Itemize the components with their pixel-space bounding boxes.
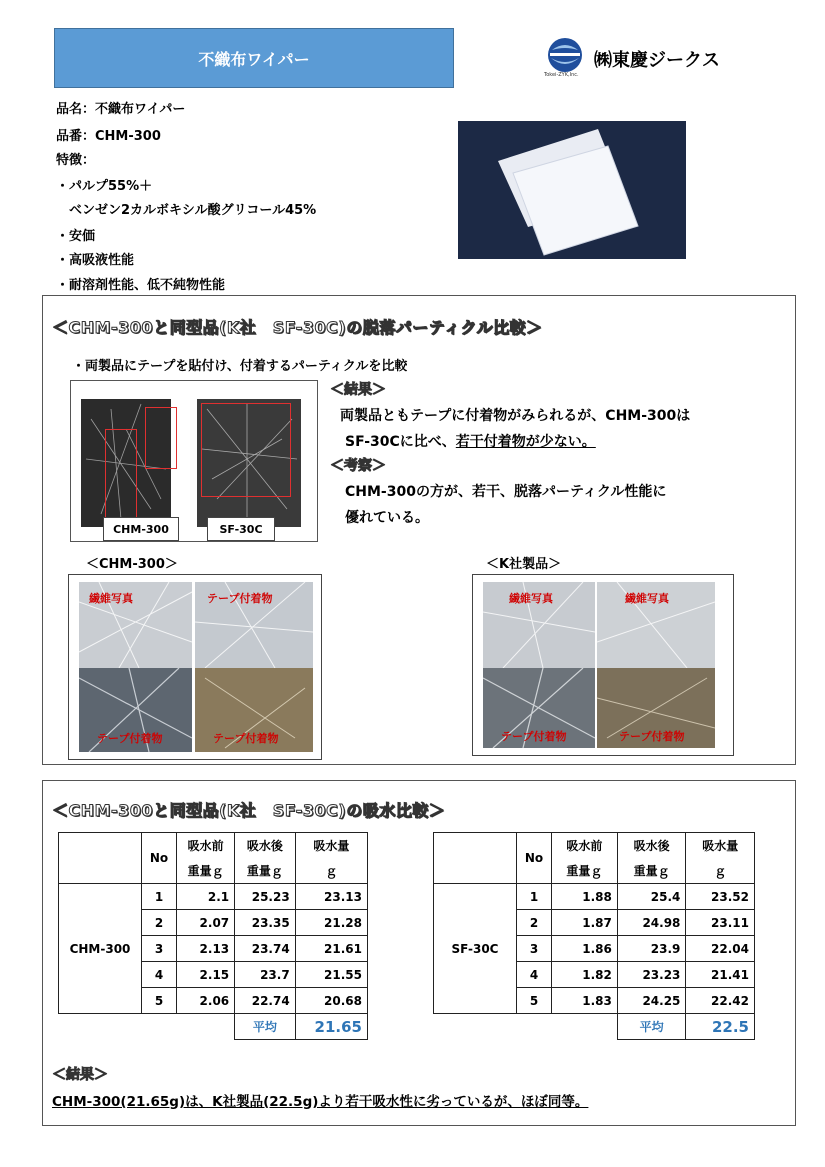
row-before: 2.07	[177, 910, 235, 936]
micrograph-label: 繊維写真	[89, 592, 133, 605]
absorb-result-heading: ＜結果＞	[52, 1067, 108, 1083]
row-before: 1.82	[552, 962, 618, 988]
row-before: 2.1	[177, 884, 235, 910]
header-amount-unit: ｇ	[295, 858, 367, 884]
row-after: 25.4	[617, 884, 686, 910]
micrograph	[597, 668, 715, 748]
header-after: 吸水後	[617, 833, 686, 859]
average-value: 22.5	[686, 1014, 755, 1040]
product-cell: CHM-300	[59, 884, 142, 1014]
micrograph-label: 繊維写真	[625, 592, 669, 605]
particle-section-title: ＜CHM-300と同型品(K社 SF-30C)の脱落パーティクル比較＞	[52, 318, 543, 337]
header-amount-unit: ｇ	[686, 858, 755, 884]
row-before: 1.86	[552, 936, 618, 962]
features-label: 特徴：	[56, 153, 96, 168]
feature-item: ・パルプ55%＋	[56, 179, 153, 194]
discussion-line-2: 優れている。	[345, 510, 429, 526]
row-amount: 23.13	[295, 884, 367, 910]
k-company-caption: ＜K社製品＞	[486, 557, 562, 572]
row-before: 2.15	[177, 962, 235, 988]
header-before: 吸水前	[177, 833, 235, 859]
header-after-unit: 重量ｇ	[617, 858, 686, 884]
row-amount: 21.41	[686, 962, 755, 988]
discussion-line-1: CHM-300の方が、若干、脱落パーティクル性能に	[345, 484, 667, 500]
micrograph-label: 繊維写真	[509, 592, 553, 605]
micrograph	[483, 668, 595, 748]
feature-item: ベンゼン2カルボキシル酸グリコール45%	[56, 203, 317, 218]
row-no: 2	[517, 910, 552, 936]
result-line-2: SF-30Cに比べ、若干付着物が少ない。	[345, 434, 596, 450]
micrograph-label: テープ付着物	[619, 730, 685, 743]
row-no: 1	[517, 884, 552, 910]
feature-item: ・耐溶剤性能、低不純物性能	[56, 278, 226, 293]
chm300-micrographs	[68, 574, 322, 760]
row-amount: 23.11	[686, 910, 755, 936]
average-label: 平均	[235, 1014, 296, 1040]
logo-small-text: Tokei-ZYK,Inc.	[544, 72, 579, 78]
feature-item: ・安価	[56, 229, 96, 244]
photo-label-sf30c: SF-30C	[207, 517, 275, 541]
row-before: 1.83	[552, 988, 618, 1014]
photo-label-chm300: CHM-300	[103, 517, 179, 541]
particle-method: ・両製品にテープを貼付け、付着するパーティクルを比較	[72, 359, 408, 374]
chm300-table	[58, 832, 368, 1040]
header-cell	[434, 833, 517, 884]
header-amount: 吸水量	[686, 833, 755, 859]
header-cell	[59, 833, 142, 884]
row-after: 24.98	[617, 910, 686, 936]
header-after-unit: 重量ｇ	[235, 858, 296, 884]
row-amount: 22.04	[686, 936, 755, 962]
row-no: 3	[517, 936, 552, 962]
product-name: 品名：不織布ワイパー	[56, 102, 186, 117]
micrograph	[195, 668, 313, 752]
row-amount: 23.52	[686, 884, 755, 910]
micrograph	[483, 582, 595, 668]
row-after: 23.35	[235, 910, 296, 936]
micrograph	[195, 582, 313, 668]
header-before-unit: 重量ｇ	[177, 858, 235, 884]
row-amount: 22.42	[686, 988, 755, 1014]
row-after: 25.23	[235, 884, 296, 910]
header-after: 吸水後	[235, 833, 296, 859]
product-code: 品番：CHM-300	[56, 129, 161, 144]
row-no: 4	[142, 962, 177, 988]
result-heading: ＜結果＞	[330, 382, 386, 398]
row-amount: 20.68	[295, 988, 367, 1014]
row-after: 23.7	[235, 962, 296, 988]
row-no: 4	[517, 962, 552, 988]
row-before: 1.87	[552, 910, 618, 936]
document-title: 不織布ワイパー	[54, 28, 454, 88]
company-logo-icon	[546, 36, 584, 74]
micrograph-label: テープ付着物	[207, 592, 273, 605]
micrograph-label: テープ付着物	[501, 730, 567, 743]
header-before-unit: 重量ｇ	[552, 858, 618, 884]
row-no: 5	[517, 988, 552, 1014]
result-line-1: 両製品ともテープに付着物がみられるが、CHM-300は	[340, 408, 691, 424]
row-after: 23.23	[617, 962, 686, 988]
row-after: 23.9	[617, 936, 686, 962]
row-amount: 21.28	[295, 910, 367, 936]
header-before: 吸水前	[552, 833, 618, 859]
micrograph	[79, 668, 192, 752]
row-no: 3	[142, 936, 177, 962]
header-amount: 吸水量	[295, 833, 367, 859]
company-name: ㈱東慶ジークス	[594, 50, 720, 71]
micrograph	[79, 582, 192, 668]
micrograph-label: テープ付着物	[97, 732, 163, 745]
k-company-micrographs	[472, 574, 734, 756]
discussion-heading: ＜考察＞	[330, 458, 386, 474]
micrograph-label: テープ付着物	[213, 732, 279, 745]
row-after: 22.74	[235, 988, 296, 1014]
row-after: 24.25	[617, 988, 686, 1014]
micrograph	[597, 582, 715, 668]
absorb-conclusion: CHM-300(21.65g)は、K社製品(22.5g)より若干吸水性に劣っているが、ほぼ同等。	[52, 1094, 589, 1110]
row-after: 23.74	[235, 936, 296, 962]
tape-photo	[70, 380, 318, 542]
row-no: 2	[142, 910, 177, 936]
header-no: No	[142, 833, 177, 884]
absorb-section-title: ＜CHM-300と同型品(K社 SF-30C)の吸水比較＞	[52, 801, 446, 820]
row-no: 1	[142, 884, 177, 910]
product-photo	[458, 121, 686, 259]
average-value: 21.65	[295, 1014, 367, 1040]
chm300-caption: ＜CHM-300＞	[86, 557, 178, 572]
feature-item: ・高吸液性能	[56, 253, 135, 268]
sf30c-table	[433, 832, 755, 1040]
row-before: 2.06	[177, 988, 235, 1014]
header-no: No	[517, 833, 552, 884]
row-amount: 21.61	[295, 936, 367, 962]
row-no: 5	[142, 988, 177, 1014]
product-cell: SF-30C	[434, 884, 517, 1014]
average-label: 平均	[617, 1014, 686, 1040]
row-before: 1.88	[552, 884, 618, 910]
row-amount: 21.55	[295, 962, 367, 988]
row-before: 2.13	[177, 936, 235, 962]
